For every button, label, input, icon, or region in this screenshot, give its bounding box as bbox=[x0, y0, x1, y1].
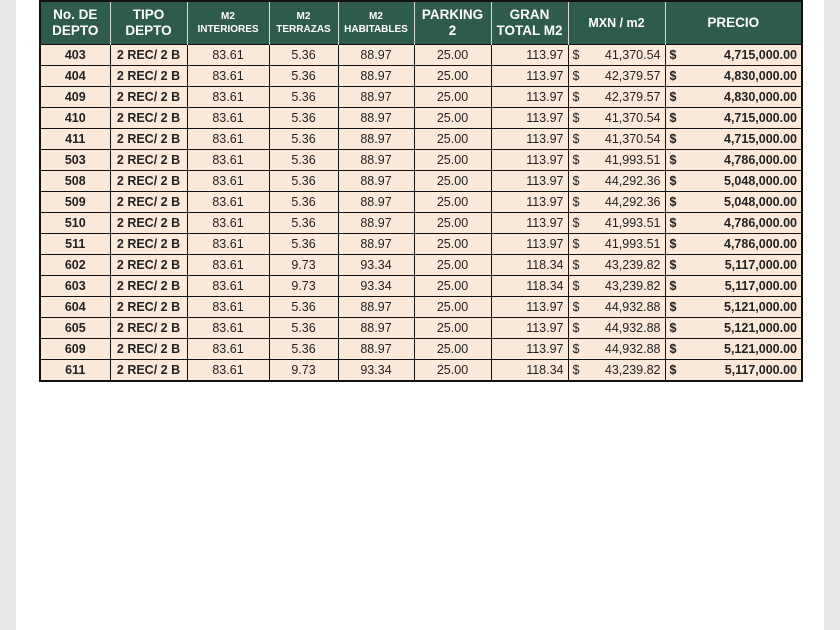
currency-symbol: $ bbox=[669, 300, 677, 314]
cell-terrazas: 5.36 bbox=[269, 339, 338, 360]
header-row bbox=[40, 1, 802, 45]
cell-tipo: 2 REC/ 2 B bbox=[110, 87, 187, 108]
cell-habitables: 88.97 bbox=[338, 339, 414, 360]
cell-tipo: 2 REC/ 2 B bbox=[110, 192, 187, 213]
currency-symbol: $ bbox=[572, 237, 580, 251]
cell-mxn-m2 bbox=[568, 297, 665, 318]
cell-depto: 409 bbox=[40, 87, 110, 108]
cell-tipo: 2 REC/ 2 B bbox=[110, 255, 187, 276]
cell-habitables: 88.97 bbox=[338, 171, 414, 192]
header-tipo-line2: DEPTO bbox=[125, 23, 172, 38]
cell-interiores: 83.61 bbox=[187, 318, 269, 339]
cell-interiores: 83.61 bbox=[187, 192, 269, 213]
currency-symbol: $ bbox=[572, 258, 580, 272]
cell-gran-total: 113.97 bbox=[491, 66, 568, 87]
precio-value: 5,117,000.00 bbox=[724, 363, 797, 377]
cell-mxn-m2 bbox=[568, 339, 665, 360]
header-gran-total-line2: TOTAL M2 bbox=[496, 23, 563, 38]
cell-gran-total: 118.34 bbox=[491, 360, 568, 382]
cell-depto: 508 bbox=[40, 171, 110, 192]
cell-precio bbox=[665, 150, 802, 171]
currency-symbol: $ bbox=[572, 216, 580, 230]
cell-gran-total: 113.97 bbox=[491, 150, 568, 171]
cell-mxn-m2 bbox=[568, 108, 665, 129]
cell-habitables: 93.34 bbox=[338, 255, 414, 276]
cell-mxn-m2 bbox=[568, 129, 665, 150]
cell-mxn-m2 bbox=[568, 150, 665, 171]
cell-habitables: 88.97 bbox=[338, 87, 414, 108]
header-parking-line1: PARKING bbox=[421, 6, 484, 22]
table-row bbox=[40, 45, 802, 66]
currency-symbol: $ bbox=[669, 258, 677, 272]
table-row bbox=[40, 192, 802, 213]
cell-depto: 511 bbox=[40, 234, 110, 255]
cell-precio bbox=[665, 318, 802, 339]
cell-gran-total: 118.34 bbox=[491, 276, 568, 297]
cell-parking: 25.00 bbox=[414, 213, 491, 234]
cell-tipo: 2 REC/ 2 B bbox=[110, 318, 187, 339]
currency-symbol: $ bbox=[572, 300, 580, 314]
cell-precio bbox=[665, 276, 802, 297]
cell-habitables: 88.97 bbox=[338, 150, 414, 171]
table-row bbox=[40, 276, 802, 297]
table-row bbox=[40, 87, 802, 108]
header-depto-line1: No. DE bbox=[53, 6, 98, 22]
cell-precio bbox=[665, 360, 802, 382]
cell-depto: 404 bbox=[40, 66, 110, 87]
mxn-m2-value: 41,370.54 bbox=[604, 132, 661, 146]
price-table bbox=[39, 0, 803, 382]
currency-symbol: $ bbox=[669, 321, 677, 335]
currency-symbol: $ bbox=[669, 132, 677, 146]
header-tipo bbox=[110, 1, 187, 45]
cell-habitables: 93.34 bbox=[338, 276, 414, 297]
cell-tipo: 2 REC/ 2 B bbox=[110, 213, 187, 234]
cell-terrazas: 5.36 bbox=[269, 192, 338, 213]
header-interiores bbox=[187, 1, 269, 45]
mxn-m2-value: 44,932.88 bbox=[604, 342, 661, 356]
header-parking bbox=[414, 1, 491, 45]
cell-precio bbox=[665, 297, 802, 318]
currency-symbol: $ bbox=[669, 48, 677, 62]
currency-symbol: $ bbox=[669, 342, 677, 356]
cell-tipo: 2 REC/ 2 B bbox=[110, 129, 187, 150]
cell-tipo: 2 REC/ 2 B bbox=[110, 234, 187, 255]
cell-habitables: 88.97 bbox=[338, 108, 414, 129]
cell-precio bbox=[665, 171, 802, 192]
precio-value: 5,121,000.00 bbox=[724, 321, 797, 335]
mxn-m2-value: 44,292.36 bbox=[604, 174, 661, 188]
cell-parking: 25.00 bbox=[414, 192, 491, 213]
header-habitables bbox=[338, 1, 414, 45]
cell-precio bbox=[665, 66, 802, 87]
mxn-m2-value: 41,370.54 bbox=[604, 48, 661, 62]
table-row bbox=[40, 234, 802, 255]
header-mxn-m2: MXN / m2 bbox=[568, 1, 665, 45]
precio-value: 4,830,000.00 bbox=[724, 69, 797, 83]
precio-value: 5,117,000.00 bbox=[724, 279, 797, 293]
header-habitables-line2: HABITABLES bbox=[344, 24, 408, 35]
currency-symbol: $ bbox=[572, 342, 580, 356]
cell-gran-total: 113.97 bbox=[491, 297, 568, 318]
cell-interiores: 83.61 bbox=[187, 87, 269, 108]
cell-precio bbox=[665, 192, 802, 213]
currency-symbol: $ bbox=[572, 174, 580, 188]
cell-tipo: 2 REC/ 2 B bbox=[110, 171, 187, 192]
cell-interiores: 83.61 bbox=[187, 45, 269, 66]
cell-mxn-m2 bbox=[568, 318, 665, 339]
cell-tipo: 2 REC/ 2 B bbox=[110, 297, 187, 318]
currency-symbol: $ bbox=[669, 153, 677, 167]
cell-terrazas: 5.36 bbox=[269, 108, 338, 129]
cell-depto: 510 bbox=[40, 213, 110, 234]
currency-symbol: $ bbox=[669, 90, 677, 104]
cell-parking: 25.00 bbox=[414, 339, 491, 360]
header-parking-line2: 2 bbox=[448, 23, 457, 38]
cell-parking: 25.00 bbox=[414, 66, 491, 87]
currency-symbol: $ bbox=[669, 237, 677, 251]
cell-gran-total: 113.97 bbox=[491, 129, 568, 150]
cell-terrazas: 5.36 bbox=[269, 213, 338, 234]
currency-symbol: $ bbox=[572, 321, 580, 335]
mxn-m2-value: 43,239.82 bbox=[604, 258, 661, 272]
cell-terrazas: 5.36 bbox=[269, 297, 338, 318]
cell-depto: 410 bbox=[40, 108, 110, 129]
table-row bbox=[40, 66, 802, 87]
cell-parking: 25.00 bbox=[414, 108, 491, 129]
cell-gran-total: 113.97 bbox=[491, 87, 568, 108]
cell-tipo: 2 REC/ 2 B bbox=[110, 360, 187, 382]
cell-precio bbox=[665, 129, 802, 150]
currency-symbol: $ bbox=[572, 363, 580, 377]
cell-terrazas: 5.36 bbox=[269, 171, 338, 192]
currency-symbol: $ bbox=[572, 48, 580, 62]
cell-gran-total: 113.97 bbox=[491, 318, 568, 339]
cell-precio bbox=[665, 108, 802, 129]
table-row bbox=[40, 129, 802, 150]
table-row bbox=[40, 318, 802, 339]
cell-depto: 411 bbox=[40, 129, 110, 150]
cell-interiores: 83.61 bbox=[187, 297, 269, 318]
currency-symbol: $ bbox=[572, 153, 580, 167]
currency-symbol: $ bbox=[669, 363, 677, 377]
cell-depto: 604 bbox=[40, 297, 110, 318]
cell-precio bbox=[665, 339, 802, 360]
cell-tipo: 2 REC/ 2 B bbox=[110, 108, 187, 129]
cell-interiores: 83.61 bbox=[187, 66, 269, 87]
cell-mxn-m2 bbox=[568, 45, 665, 66]
precio-value: 4,715,000.00 bbox=[724, 111, 797, 125]
mxn-m2-value: 43,239.82 bbox=[604, 279, 661, 293]
precio-value: 5,121,000.00 bbox=[724, 342, 797, 356]
cell-terrazas: 5.36 bbox=[269, 66, 338, 87]
cell-habitables: 88.97 bbox=[338, 192, 414, 213]
cell-parking: 25.00 bbox=[414, 297, 491, 318]
table-row bbox=[40, 150, 802, 171]
cell-mxn-m2 bbox=[568, 66, 665, 87]
cell-terrazas: 5.36 bbox=[269, 234, 338, 255]
header-precio: PRECIO bbox=[665, 1, 802, 45]
currency-symbol: $ bbox=[669, 216, 677, 230]
cell-tipo: 2 REC/ 2 B bbox=[110, 339, 187, 360]
header-habitables-line1: M2 bbox=[369, 10, 383, 22]
table-row bbox=[40, 171, 802, 192]
cell-habitables: 93.34 bbox=[338, 360, 414, 382]
mxn-m2-value: 42,379.57 bbox=[604, 69, 661, 83]
currency-symbol: $ bbox=[669, 69, 677, 83]
mxn-m2-value: 42,379.57 bbox=[604, 90, 661, 104]
cell-parking: 25.00 bbox=[414, 129, 491, 150]
cell-depto: 509 bbox=[40, 192, 110, 213]
cell-precio bbox=[665, 213, 802, 234]
cell-gran-total: 113.97 bbox=[491, 339, 568, 360]
mxn-m2-value: 44,932.88 bbox=[604, 300, 661, 314]
table-row bbox=[40, 297, 802, 318]
precio-value: 4,830,000.00 bbox=[724, 90, 797, 104]
cell-parking: 25.00 bbox=[414, 45, 491, 66]
cell-parking: 25.00 bbox=[414, 276, 491, 297]
header-depto-line2: DEPTO bbox=[52, 23, 99, 38]
header-terrazas-line2: TERRAZAS bbox=[276, 24, 331, 35]
header-terrazas bbox=[269, 1, 338, 45]
cell-mxn-m2 bbox=[568, 234, 665, 255]
table-row bbox=[40, 213, 802, 234]
precio-value: 4,786,000.00 bbox=[724, 237, 797, 251]
cell-gran-total: 113.97 bbox=[491, 108, 568, 129]
table-header bbox=[40, 1, 802, 45]
cell-habitables: 88.97 bbox=[338, 234, 414, 255]
cell-gran-total: 113.97 bbox=[491, 234, 568, 255]
cell-depto: 503 bbox=[40, 150, 110, 171]
precio-value: 4,715,000.00 bbox=[724, 132, 797, 146]
cell-precio bbox=[665, 87, 802, 108]
table-body bbox=[40, 45, 802, 382]
precio-value: 4,786,000.00 bbox=[724, 153, 797, 167]
cell-mxn-m2 bbox=[568, 87, 665, 108]
currency-symbol: $ bbox=[572, 195, 580, 209]
cell-terrazas: 5.36 bbox=[269, 45, 338, 66]
mxn-m2-value: 44,932.88 bbox=[604, 321, 661, 335]
cell-interiores: 83.61 bbox=[187, 339, 269, 360]
precio-value: 5,121,000.00 bbox=[724, 300, 797, 314]
cell-depto: 605 bbox=[40, 318, 110, 339]
cell-terrazas: 9.73 bbox=[269, 360, 338, 382]
header-terrazas-line1: M2 bbox=[296, 10, 311, 22]
cell-mxn-m2 bbox=[568, 276, 665, 297]
table-row bbox=[40, 255, 802, 276]
cell-terrazas: 9.73 bbox=[269, 255, 338, 276]
header-interiores-line2: INTERIORES bbox=[197, 24, 259, 35]
header-tipo-line1: TIPO bbox=[132, 6, 165, 22]
cell-tipo: 2 REC/ 2 B bbox=[110, 66, 187, 87]
currency-symbol: $ bbox=[669, 174, 677, 188]
cell-gran-total: 113.97 bbox=[491, 192, 568, 213]
cell-gran-total: 118.34 bbox=[491, 255, 568, 276]
precio-value: 5,048,000.00 bbox=[724, 174, 797, 188]
cell-parking: 25.00 bbox=[414, 318, 491, 339]
mxn-m2-value: 44,292.36 bbox=[604, 195, 661, 209]
cell-parking: 25.00 bbox=[414, 234, 491, 255]
cell-mxn-m2 bbox=[568, 192, 665, 213]
header-gran-total bbox=[491, 1, 568, 45]
cell-mxn-m2 bbox=[568, 360, 665, 382]
mxn-m2-value: 41,370.54 bbox=[604, 111, 661, 125]
document-page bbox=[16, 0, 824, 630]
cell-depto: 611 bbox=[40, 360, 110, 382]
cell-interiores: 83.61 bbox=[187, 171, 269, 192]
cell-terrazas: 5.36 bbox=[269, 87, 338, 108]
cell-habitables: 88.97 bbox=[338, 318, 414, 339]
header-interiores-line1: M2 bbox=[221, 10, 235, 22]
cell-interiores: 83.61 bbox=[187, 108, 269, 129]
currency-symbol: $ bbox=[572, 279, 580, 293]
cell-habitables: 88.97 bbox=[338, 213, 414, 234]
cell-parking: 25.00 bbox=[414, 87, 491, 108]
cell-gran-total: 113.97 bbox=[491, 213, 568, 234]
mxn-m2-value: 41,993.51 bbox=[604, 153, 661, 167]
cell-habitables: 88.97 bbox=[338, 129, 414, 150]
cell-gran-total: 113.97 bbox=[491, 171, 568, 192]
header-depto bbox=[40, 1, 110, 45]
header-gran-total-line1: GRAN bbox=[509, 6, 550, 22]
precio-value: 5,117,000.00 bbox=[724, 258, 797, 272]
cell-tipo: 2 REC/ 2 B bbox=[110, 150, 187, 171]
cell-interiores: 83.61 bbox=[187, 276, 269, 297]
cell-terrazas: 9.73 bbox=[269, 276, 338, 297]
table-row bbox=[40, 360, 802, 382]
cell-mxn-m2 bbox=[568, 213, 665, 234]
cell-precio bbox=[665, 45, 802, 66]
cell-depto: 602 bbox=[40, 255, 110, 276]
cell-gran-total: 113.97 bbox=[491, 45, 568, 66]
table-row bbox=[40, 108, 802, 129]
precio-value: 5,048,000.00 bbox=[724, 195, 797, 209]
cell-terrazas: 5.36 bbox=[269, 129, 338, 150]
mxn-m2-value: 41,993.51 bbox=[604, 237, 661, 251]
cell-interiores: 83.61 bbox=[187, 360, 269, 382]
cell-mxn-m2 bbox=[568, 255, 665, 276]
cell-tipo: 2 REC/ 2 B bbox=[110, 276, 187, 297]
cell-parking: 25.00 bbox=[414, 150, 491, 171]
mxn-m2-value: 41,993.51 bbox=[604, 216, 661, 230]
table-row bbox=[40, 339, 802, 360]
mxn-m2-value: 43,239.82 bbox=[604, 363, 661, 377]
cell-parking: 25.00 bbox=[414, 255, 491, 276]
cell-depto: 403 bbox=[40, 45, 110, 66]
cell-precio bbox=[665, 234, 802, 255]
precio-value: 4,786,000.00 bbox=[724, 216, 797, 230]
cell-habitables: 88.97 bbox=[338, 45, 414, 66]
currency-symbol: $ bbox=[669, 279, 677, 293]
currency-symbol: $ bbox=[572, 69, 580, 83]
cell-precio bbox=[665, 255, 802, 276]
currency-symbol: $ bbox=[669, 111, 677, 125]
cell-interiores: 83.61 bbox=[187, 213, 269, 234]
cell-interiores: 83.61 bbox=[187, 129, 269, 150]
cell-interiores: 83.61 bbox=[187, 255, 269, 276]
currency-symbol: $ bbox=[572, 90, 580, 104]
cell-terrazas: 5.36 bbox=[269, 318, 338, 339]
cell-parking: 25.00 bbox=[414, 171, 491, 192]
cell-mxn-m2 bbox=[568, 171, 665, 192]
cell-habitables: 88.97 bbox=[338, 297, 414, 318]
cell-interiores: 83.61 bbox=[187, 234, 269, 255]
cell-depto: 609 bbox=[40, 339, 110, 360]
cell-terrazas: 5.36 bbox=[269, 150, 338, 171]
currency-symbol: $ bbox=[572, 111, 580, 125]
cell-habitables: 88.97 bbox=[338, 66, 414, 87]
currency-symbol: $ bbox=[572, 132, 580, 146]
cell-tipo: 2 REC/ 2 B bbox=[110, 45, 187, 66]
cell-depto: 603 bbox=[40, 276, 110, 297]
cell-parking: 25.00 bbox=[414, 360, 491, 382]
cell-interiores: 83.61 bbox=[187, 150, 269, 171]
currency-symbol: $ bbox=[669, 195, 677, 209]
precio-value: 4,715,000.00 bbox=[724, 48, 797, 62]
